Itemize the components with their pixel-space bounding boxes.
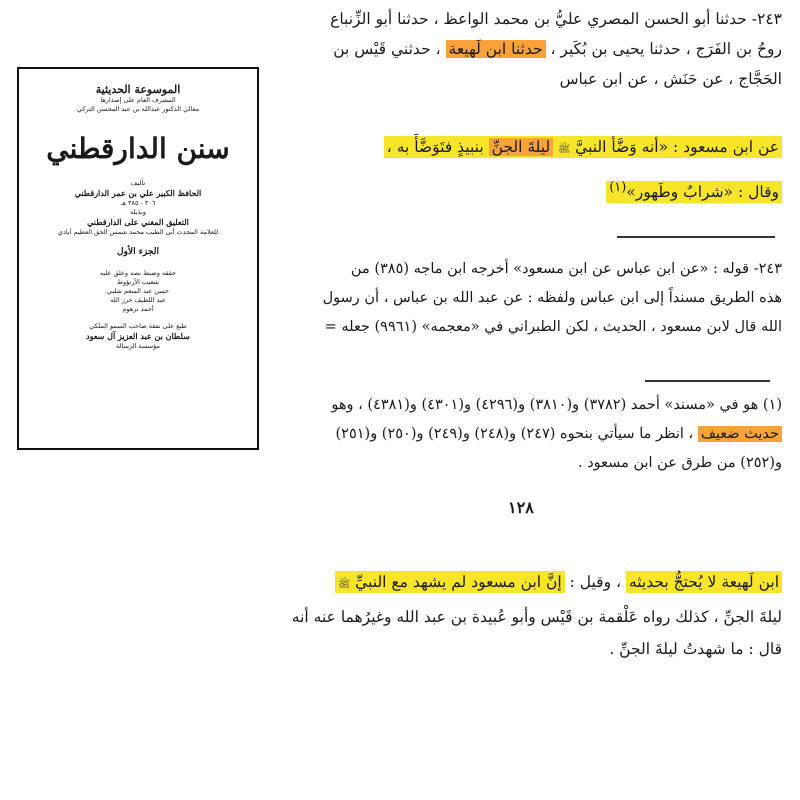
highlight-laylat-al-jinn: ليلةَ الجنِّ bbox=[489, 138, 554, 156]
cover-editor-4: أحمد برهوم bbox=[122, 305, 154, 313]
cover-editor-2: حسن عبد المنعم شلبي bbox=[106, 287, 170, 295]
hadith-isnad bbox=[260, 4, 782, 94]
cover-supervision-label: المشرف العام على إصدارها bbox=[100, 96, 176, 104]
hadith-matn bbox=[260, 128, 782, 211]
footnote bbox=[260, 391, 782, 478]
cover-publisher: سلطان بن عبد العزيز آل سعود bbox=[86, 331, 190, 341]
cover-publisher-sub: مؤسسة الرسالة bbox=[116, 342, 160, 350]
footnote-separator bbox=[645, 380, 770, 382]
cover-editors-label: حققه وضبط نصه وعلق عليه bbox=[99, 269, 177, 277]
salla-glyph: ﷺ bbox=[558, 144, 571, 155]
cover-book-title: سنن الدارقطني bbox=[46, 132, 230, 165]
cover-publisher-label: طبع على نفقة صاحب السمو الملكي bbox=[89, 322, 187, 330]
cover-appendix-author: للعلامة المحدث أبي الطيب محمد شمس الحق العظيم آبادي bbox=[57, 228, 219, 236]
text-line: روحُ بن الفَرَج ، حدثنا يحيى بن بُكَير ، حدثنا ابن لَهيعة ، حدثني قَيْس بن bbox=[333, 40, 782, 58]
highlight-matn-line-2: وقال : «شرابٌ وطَهور»$^{(١)}$ bbox=[606, 181, 782, 203]
page-number: ١٢٨ bbox=[508, 498, 534, 517]
cover-supervisor: معالي الدكتور عبدالله بن عبد المحسن التركي bbox=[76, 105, 200, 113]
cover-series-title: الموسوعة الحديثية bbox=[95, 83, 181, 96]
commentary bbox=[260, 255, 782, 342]
text-line: و(٢٥٢) من طرق عن ابن مسعود . bbox=[577, 455, 782, 471]
cover-by-label: تأليف bbox=[130, 179, 146, 187]
cover-volume: الجزء الأول bbox=[117, 247, 159, 257]
cover-appendix: التعليق المغني على الدارقطني bbox=[87, 217, 189, 227]
text-line: الله قال لابن مسعود ، الحديث ، لكن الطبراني في «معجمه» (٩٩٦١) جعله = bbox=[324, 319, 782, 335]
cover-author-dates: ٣٠٦ - ٣٨٥ هـ bbox=[120, 199, 156, 207]
text-line bbox=[260, 128, 782, 169]
text-line: ٢٤٣- حدثنا أبو الحسن المصري عليُّ بن محمد الواعظ ، حدثنا أبو الزِّنباع bbox=[330, 10, 782, 28]
text-line: ابن لَهيعة لا يُحتجُّ بحديثه ، وقيل : إنَّ ابن مسعود لم يشهد مع النبيِّ ﷺ bbox=[260, 566, 782, 601]
text-line: هذه الطريق مسنداً إلى ابن عباس ولفظه : عن عبد الله بن عباس ، أن رسول bbox=[322, 290, 782, 306]
text-line: الحَجَّاج ، عن حَنَش ، عن ابن عباس bbox=[559, 70, 782, 88]
text-line: قال : ما شهدتُ ليلةَ الجنِّ . bbox=[609, 640, 782, 658]
footnote-ref: (١) bbox=[609, 180, 627, 195]
text-line: ٢٤٣- قوله : «عن ابن عباس عن ابن مسعود» أخرجه ابن ماجه (٣٨٥) من bbox=[350, 261, 782, 277]
separator-line bbox=[617, 236, 775, 238]
highlight-ibn-lahia: حدثنا ابن لَهيعة bbox=[446, 40, 546, 58]
text-line: ليلةَ الجنِّ ، كذلك رواه عَلْقمة بن قَيْس وأبو عُبيدة بن عبد الله وغيرُهما عنه أنه bbox=[291, 608, 782, 626]
highlight-weak-hadith: حديث ضعيف bbox=[698, 426, 782, 442]
highlight-matn-line-1: عن ابن مسعود : «أنه وَضَّأ النبيَّ ﷺ ليلةَ الجنِّ بنبيذٍ فتَوَضَّأَ به ، bbox=[384, 136, 782, 158]
continuation-text bbox=[260, 566, 782, 665]
text-line: حديث ضعيف ، انظر ما سيأتي بنحوه (٢٤٧) و(٢٤٨) و(٢٤٩) و(٢٥٠) و(٢٥١) bbox=[260, 420, 782, 449]
highlight-did-not-witness: إنَّ ابن مسعود لم يشهد مع النبيِّ ﷺ bbox=[335, 571, 565, 593]
cover-with-label: وبذيله bbox=[130, 208, 146, 216]
cover-author: الحافظ الكبير علي بن عمر الدارقطني bbox=[74, 188, 202, 198]
text-line: (١) هو في «مسند» أحمد (٣٧٨٢) و(٣٨١٠) و(٤٢٩٦) و(٤٣٠١) و(٤٣٨١) ، وهو bbox=[331, 397, 782, 413]
text-line bbox=[260, 169, 782, 211]
cover-editor-1: شعيب الأرنؤوط bbox=[117, 278, 159, 286]
highlight-not-proof: ابن لَهيعة لا يُحتجُّ بحديثه bbox=[626, 571, 782, 593]
cover-editor-3: عبد اللطيف حرز الله bbox=[110, 296, 166, 304]
book-cover bbox=[17, 67, 259, 450]
